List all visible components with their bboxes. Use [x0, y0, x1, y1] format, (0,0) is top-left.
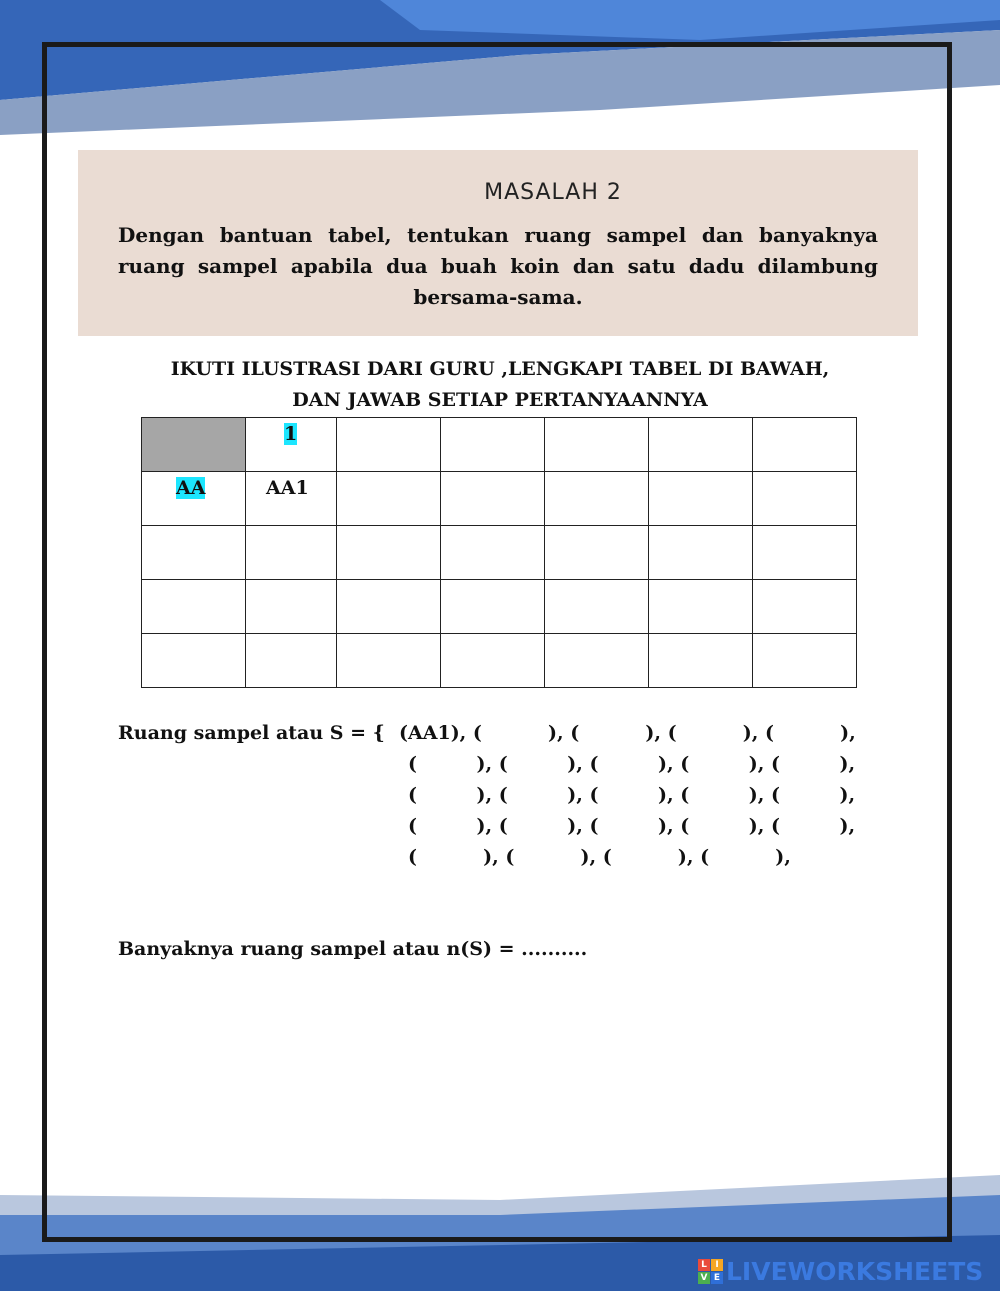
table-cell[interactable] [441, 472, 545, 526]
table-cell[interactable] [142, 634, 246, 688]
logo-badge-icon [698, 1259, 723, 1284]
table-cell[interactable] [142, 526, 246, 580]
instructions-line-1: IKUTI ILUSTRASI DARI GURU ,LENGKAPI TABEL DI BAWAH, [170, 358, 830, 380]
table-cell[interactable] [441, 526, 545, 580]
instructions [100, 354, 900, 416]
problem-title: MASALAH 2 [484, 180, 622, 205]
badge-letter: E [711, 1272, 723, 1284]
table-cell[interactable] [649, 580, 753, 634]
badge-letter: L [698, 1259, 710, 1271]
table-cell[interactable] [545, 634, 649, 688]
table-cell[interactable] [441, 580, 545, 634]
table-cell[interactable] [545, 418, 649, 472]
table-cell[interactable] [142, 580, 246, 634]
table-cell[interactable] [753, 580, 857, 634]
table-cell[interactable] [441, 418, 545, 472]
row-label-aa: AA [176, 477, 206, 499]
header-die-1: 1 [284, 423, 298, 445]
table-cell[interactable] [649, 526, 753, 580]
sample-space-line-5[interactable]: ( ), ( ), ( ), ( ), [408, 846, 791, 868]
table-cell[interactable] [246, 634, 337, 688]
problem-text: Dengan bantuan tabel, tentukan ruang sampel dan banyaknya ruang sampel apabila dua buah koin dan satu dadu dilambung bersama-sama. [118, 223, 878, 309]
table-cell[interactable] [337, 580, 441, 634]
sample-count[interactable]: Banyaknya ruang sampel atau n(S) = .......... [118, 938, 588, 960]
table-cell[interactable] [246, 526, 337, 580]
table-cell[interactable] [753, 472, 857, 526]
instructions-line-2: DAN JAWAB SETIAP PERTANYAANNYA [292, 389, 708, 411]
table-cell[interactable] [753, 418, 857, 472]
table-cell[interactable] [337, 634, 441, 688]
liveworksheets-logo [698, 1258, 983, 1284]
table-cell[interactable] [545, 472, 649, 526]
sample-space-line-4[interactable]: ( ), ( ), ( ), ( ), ( ), [408, 815, 856, 837]
table-cell[interactable] [441, 634, 545, 688]
sample-space-line-1[interactable]: (AA1), ( ), ( ), ( ), ( ), [399, 722, 856, 744]
problem-banner [78, 150, 918, 336]
table-cell[interactable] [246, 580, 337, 634]
table-cell[interactable] [337, 418, 441, 472]
table-row [142, 472, 857, 526]
table-cell[interactable] [246, 472, 337, 526]
table-cell[interactable] [753, 634, 857, 688]
table-row [142, 526, 857, 580]
table-corner-cell [142, 418, 246, 472]
table-cell[interactable] [753, 526, 857, 580]
table-row [142, 634, 857, 688]
sample-space-label: Ruang sampel atau S = { [118, 722, 385, 744]
table-row-header[interactable] [142, 472, 246, 526]
badge-letter: I [711, 1259, 723, 1271]
table-cell[interactable] [545, 526, 649, 580]
badge-letter: V [698, 1272, 710, 1284]
sample-space-line-3[interactable]: ( ), ( ), ( ), ( ), ( ), [408, 784, 856, 806]
table-cell[interactable] [545, 580, 649, 634]
table-cell[interactable] [337, 526, 441, 580]
table-header-row [142, 418, 857, 472]
table-cell[interactable] [649, 634, 753, 688]
table-cell[interactable] [337, 472, 441, 526]
table-cell[interactable] [649, 472, 753, 526]
table-cell[interactable] [649, 418, 753, 472]
logo-brand-text: LIVEWORKSHEETS [726, 1256, 984, 1286]
table-cell[interactable] [246, 418, 337, 472]
sample-space-line-2[interactable]: ( ), ( ), ( ), ( ), ( ), [408, 753, 856, 775]
cell-aa1: AA1 [266, 477, 309, 499]
sample-space-table [141, 417, 857, 688]
table-row [142, 580, 857, 634]
